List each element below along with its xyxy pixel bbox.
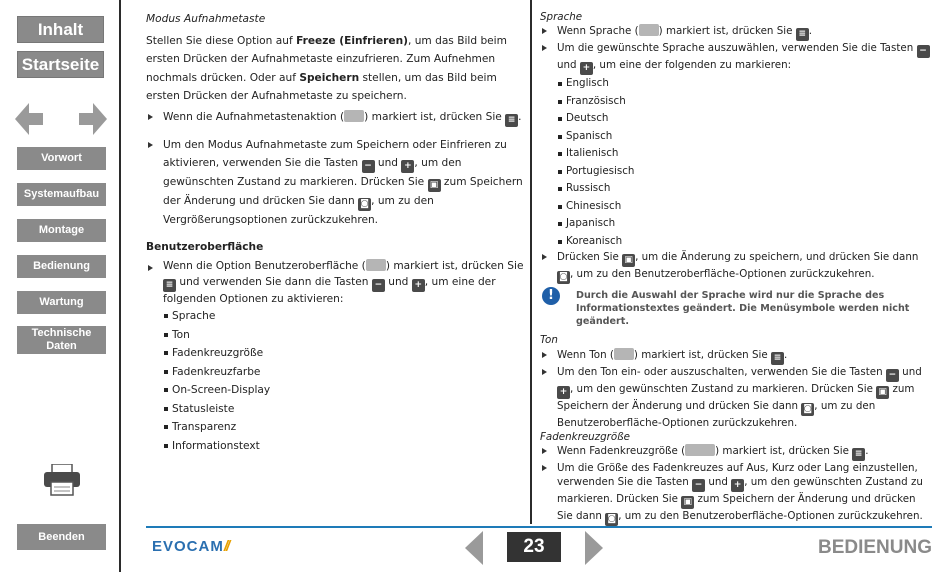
column-divider	[530, 0, 532, 524]
text-run: Wenn Ton (	[557, 348, 614, 361]
zoom-out-key-icon: −	[372, 279, 385, 292]
spacer	[146, 127, 524, 136]
text-run: , um zu den Benutzeroberfläche-Optionen zurückzukehren.	[618, 510, 923, 523]
inhalt-button[interactable]: Inhalt	[17, 16, 104, 43]
previous-page-arrow-icon[interactable]	[15, 101, 43, 137]
bullet-sprache-speichern	[540, 250, 932, 284]
nav-vorwort[interactable]: Vorwort	[17, 147, 106, 170]
previous-page-triangle-icon[interactable]	[465, 531, 483, 565]
text-run: ) markiert ist, drücken Sie	[385, 260, 524, 272]
footer-rule	[146, 526, 932, 528]
text-run: .	[808, 25, 813, 38]
zoom-out-key-icon: −	[692, 479, 705, 492]
language-item: Russisch	[540, 180, 932, 198]
text-run: ) markiert ist, drücken Sie	[658, 25, 796, 38]
text-run: zum Speichern der Änderung und drücken Sie dann	[557, 493, 916, 523]
nav-technische-daten[interactable]	[17, 326, 106, 354]
logo-slash: //	[223, 538, 229, 555]
bullet-aufnahmetastenaktion	[146, 108, 524, 127]
text-run: Wenn Sprache (	[557, 25, 639, 38]
text-run: Wenn die Option Benutzeroberfläche (	[163, 260, 366, 272]
nav-bedienung[interactable]: Bedienung	[17, 255, 106, 278]
text-run: Um den Modus Aufnahmetaste zum Speichern oder Einfrieren zu aktivieren, verwenden Sie die Tasten	[163, 138, 507, 169]
text-run: zum Speichern der Änderung und drücken Sie dann	[557, 382, 915, 412]
text-run: stellen, um das Bild beim ersten Drücken der Aufnahmetaste zu speichern.	[146, 71, 497, 102]
save-key-icon: ▣	[681, 496, 694, 509]
menu-key-icon: ≡	[796, 28, 809, 41]
text-speichern: Speichern	[299, 71, 360, 84]
heading-ton: Ton	[540, 334, 558, 347]
list-item: On-Screen-Display	[146, 381, 524, 400]
startseite-button[interactable]: Startseite	[17, 51, 104, 78]
zoom-in-key-icon: +	[580, 62, 593, 75]
printer-icon[interactable]	[43, 464, 81, 496]
language-icon	[639, 24, 659, 36]
evocam-logo	[152, 538, 228, 555]
language-item: Deutsch	[540, 110, 932, 128]
save-key-icon: ▣	[428, 179, 441, 192]
save-key-icon: ▣	[876, 386, 889, 399]
text-run: und	[374, 157, 402, 169]
text-run: zum Speichern der Änderung und drücken Sie dann	[163, 176, 523, 207]
text-run: , um den gewünschten Zustand zu markieren. Drücken Sie	[163, 157, 462, 188]
nav-wartung[interactable]: Wartung	[17, 291, 106, 314]
language-item: Koreanisch	[540, 233, 932, 251]
paragraph-aufnahmetaste	[146, 32, 524, 106]
bullet-ton	[540, 348, 932, 365]
capture-action-icon	[344, 110, 364, 122]
zoom-in-key-icon: +	[412, 279, 425, 292]
zoom-out-key-icon: −	[362, 160, 375, 173]
menu-key-icon: ≡	[505, 114, 518, 127]
language-item: Spanisch	[540, 128, 932, 146]
nav-technische-line1: Technische	[31, 327, 92, 339]
crosshair-size-icon	[685, 444, 715, 456]
language-item: Portugiesisch	[540, 163, 932, 181]
language-item: Englisch	[540, 75, 932, 93]
left-column	[146, 10, 524, 455]
logo-text: EVOCAM	[152, 538, 224, 555]
list-item: Transparenz	[146, 418, 524, 437]
text-run: , um den gewünschten Zustand zu markieren. Drücken Sie	[557, 476, 923, 506]
next-page-arrow-icon[interactable]	[79, 101, 107, 137]
save-key-icon: ▣	[622, 254, 635, 267]
text-run: ) markiert ist, drücken Sie	[715, 445, 853, 458]
heading-sprache: Sprache	[540, 11, 583, 23]
camera-key-icon: ◙	[605, 513, 618, 526]
list-item: Ton	[146, 326, 524, 345]
user-interface-icon	[366, 259, 386, 271]
bullet-sprache	[540, 24, 932, 41]
nav-technische-line2: Daten	[46, 340, 77, 352]
right-column	[540, 10, 932, 526]
text-run: , um eine der folgenden zu markieren:	[592, 59, 792, 72]
text-run: und	[384, 275, 412, 288]
heading-modus-aufnahmetaste: Modus Aufnahmetaste	[146, 13, 266, 25]
bullet-benutzeroberflaeche	[146, 259, 524, 307]
heading-benutzeroberflaeche: Benutzeroberfläche	[146, 240, 264, 253]
zoom-out-key-icon: −	[886, 369, 899, 382]
nav-montage[interactable]: Montage	[17, 219, 106, 242]
zoom-out-key-icon: −	[917, 45, 930, 58]
info-note	[540, 289, 932, 328]
list-item: Sprache	[146, 307, 524, 326]
text-run: , um zu den Vergrößerungsoptionen zurückzukehren.	[163, 195, 434, 226]
text-run: ) markiert ist, drücken Sie	[364, 110, 506, 123]
text-run: ) markiert ist, drücken Sie	[633, 348, 771, 361]
text-run: Drücken Sie	[557, 251, 623, 264]
text-run: und	[898, 365, 922, 378]
zoom-in-key-icon: +	[401, 160, 414, 173]
text-run: Wenn die Aufnahmetastenaktion (	[163, 110, 345, 123]
text-run: , um das Bild beim ersten Drücken der Aufnahmetaste einzufrieren. Zum Aufnehmen nochmals drücken. Oder auf	[146, 34, 507, 84]
section-name: BEDIENUNG	[817, 537, 932, 558]
text-run: , um zu den Benutzeroberfläche-Optionen zurückzukehren.	[570, 268, 875, 281]
text-run: , um die Änderung zu speichern, und drücken Sie dann	[635, 251, 919, 264]
nav-systemaufbau[interactable]: Systemaufbau	[17, 183, 106, 206]
text-run: , um eine der folgenden Optionen zu aktivieren:	[163, 275, 496, 305]
text-run: Um den Ton ein- oder auszuschalten, verwenden Sie die Tasten	[557, 365, 886, 378]
menu-key-icon: ≡	[852, 448, 865, 461]
camera-key-icon: ◙	[557, 271, 570, 284]
bullet-modus-aktivieren	[146, 136, 524, 230]
text-run: Um die Größe des Fadenkreuzes auf Aus, Kurz oder Lang einzustellen, verwenden Sie die Tasten	[557, 462, 918, 489]
text-run: , um den gewünschten Zustand zu markieren. Drücken Sie	[570, 382, 877, 395]
sidebar	[0, 0, 121, 572]
page-number: 23	[507, 532, 561, 562]
text-run: Um die gewünschte Sprache auszuwählen, verwenden Sie die Tasten	[557, 42, 917, 55]
list-item: Fadenkreuzgröße	[146, 344, 524, 363]
next-page-triangle-icon[interactable]	[585, 531, 603, 565]
text-freeze: Freeze (Einfrieren)	[296, 34, 408, 47]
text-run: , um zu den Benutzeroberfläche-Optionen zurückzukehren.	[557, 399, 876, 429]
info-icon: !	[542, 287, 560, 305]
language-item: Japanisch	[540, 215, 932, 233]
sound-icon	[614, 348, 634, 360]
bullet-sprache-auswaehlen	[540, 41, 932, 75]
camera-key-icon: ◙	[801, 403, 814, 416]
beenden-button[interactable]: Beenden	[17, 524, 106, 550]
text-run: und	[557, 59, 580, 72]
list-item: Statusleiste	[146, 400, 524, 419]
language-item: Chinesisch	[540, 198, 932, 216]
bullet-ton-schalten	[540, 365, 932, 430]
zoom-in-key-icon: +	[731, 479, 744, 492]
text-run: .	[518, 110, 522, 123]
note-text: Durch die Auswahl der Sprache wird nur die Sprache des Informationstextes geändert. Die Menüsymbole werden nicht geändert.	[576, 290, 910, 328]
heading-fadenkreuzgroesse: Fadenkreuzgröße	[540, 430, 630, 443]
bullet-fadenkreuz-einstellen	[540, 461, 932, 526]
camera-key-icon: ◙	[358, 198, 371, 211]
text-run: und verwenden Sie dann die Tasten	[176, 275, 372, 288]
text-run: Stellen Sie diese Option auf	[146, 34, 297, 47]
bullet-fadenkreuzgroesse	[540, 444, 932, 461]
text-run: .	[865, 445, 869, 458]
text-run: Wenn Fadenkreuzgröße (	[557, 445, 686, 458]
text-run: und	[705, 476, 732, 489]
language-item: Italienisch	[540, 145, 932, 163]
sidebar-divider	[119, 0, 121, 572]
list-item: Fadenkreuzfarbe	[146, 363, 524, 382]
language-item: Französisch	[540, 93, 932, 111]
zoom-in-key-icon: +	[557, 386, 570, 399]
text-run: .	[783, 348, 788, 361]
menu-key-icon: ≡	[771, 352, 784, 365]
menu-key-icon: ≡	[163, 279, 176, 292]
list-item: Informationstext	[146, 437, 524, 456]
